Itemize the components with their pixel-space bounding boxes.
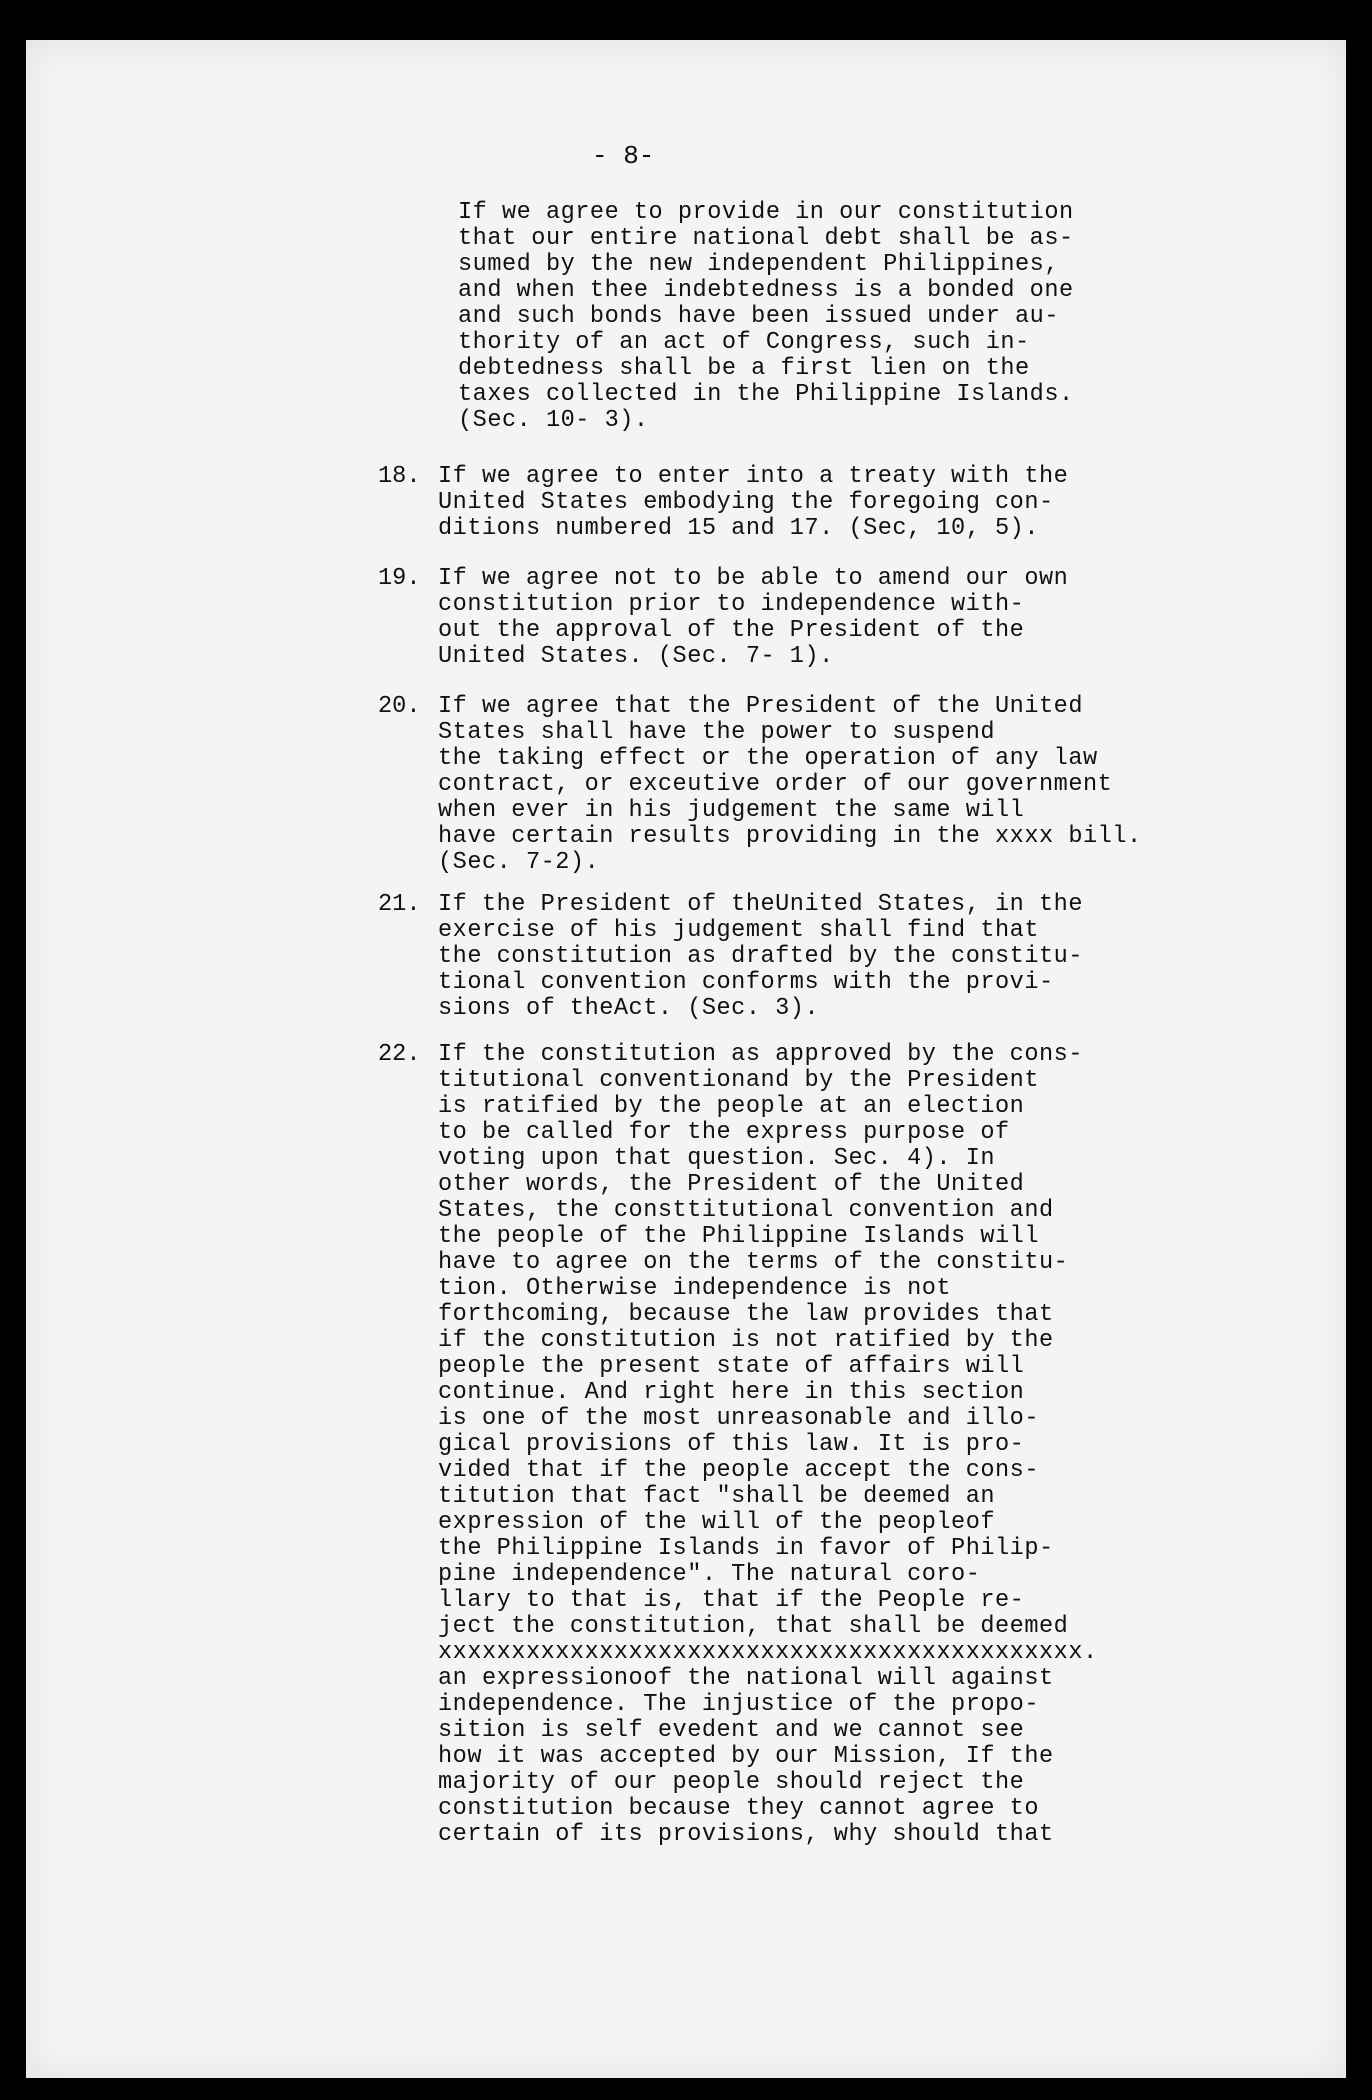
text-line: expression of the will of the peopleof xyxy=(438,1509,996,1536)
text-line: exercise of his judgement shall find that xyxy=(438,917,1040,944)
text-line: how it was accepted by our Mission, If the xyxy=(438,1743,1054,1770)
text-line: majority of our people should reject the xyxy=(438,1769,1025,1796)
document-page xyxy=(26,40,1346,2078)
item-number-22: 22. xyxy=(378,1041,421,1068)
text-line: people the present state of affairs will xyxy=(438,1353,1025,1380)
text-line: other words, the President of the United xyxy=(438,1171,1025,1198)
text-line: States shall have the power to suspend xyxy=(438,719,996,746)
text-line: taxes collected in the Philippine Islands. xyxy=(458,381,1074,408)
text-line: vided that if the people accept the cons- xyxy=(438,1457,1040,1484)
text-line: to be called for the express purpose of xyxy=(438,1119,1010,1146)
text-line: contract, or exceutive order of our government xyxy=(438,771,1113,798)
text-line: sumed by the new independent Philippines, xyxy=(458,251,1060,278)
text-line: States, the consttitutional convention and xyxy=(438,1197,1054,1224)
text-line: have certain results providing in the xxxx bill. xyxy=(438,823,1142,850)
text-line: titutional conventionand by the President xyxy=(438,1067,1040,1094)
text-line: is ratified by the people at an election xyxy=(438,1093,1025,1120)
text-line: if the constitution is not ratified by the xyxy=(438,1327,1054,1354)
text-line: have to agree on the terms of the constitu- xyxy=(438,1249,1069,1276)
item-number-18: 18. xyxy=(378,463,421,490)
text-line: If the President of theUnited States, in the xyxy=(438,891,1083,918)
text-line: constitution prior to independence with- xyxy=(438,591,1025,618)
text-line: (Sec. 7-2). xyxy=(438,849,600,876)
text-line: certain of its provisions, why should that xyxy=(438,1821,1054,1848)
text-line: gical provisions of this law. It is pro- xyxy=(438,1431,1025,1458)
text-line: titution that fact "shall be deemed an xyxy=(438,1483,996,1510)
page-number: - 8- xyxy=(592,141,655,171)
text-line: and when thee indebtedness is a bonded one xyxy=(458,277,1074,304)
text-line: If the constitution as approved by the cons- xyxy=(438,1041,1083,1068)
text-line: If we agree not to be able to amend our own xyxy=(438,565,1069,592)
item-number-21: 21. xyxy=(378,891,421,918)
text-line: thority of an act of Congress, such in- xyxy=(458,329,1030,356)
item-18-paragraph xyxy=(438,464,1068,542)
text-line: If we agree to enter into a treaty with the xyxy=(438,463,1069,490)
text-line: continue. And right here in this section xyxy=(438,1379,1025,1406)
intro-paragraph xyxy=(458,200,1074,434)
text-line: xxxxxxxxxxxxxxxxxxxxxxxxxxxxxxxxxxxxxxxxxxxx. xyxy=(438,1639,1098,1666)
text-line: pine independence". The natural coro- xyxy=(438,1561,981,1588)
text-line: when ever in his judgement the same will xyxy=(438,797,1025,824)
item-20-paragraph xyxy=(438,694,1142,876)
item-19-paragraph xyxy=(438,566,1068,670)
item-number-19: 19. xyxy=(378,565,421,592)
text-line: ditions numbered 15 and 17. (Sec, 10, 5). xyxy=(438,515,1040,542)
text-line: constitution because they cannot agree to xyxy=(438,1795,1040,1822)
text-line: out the approval of the President of the xyxy=(438,617,1025,644)
text-line: independence. The injustice of the propo- xyxy=(438,1691,1040,1718)
text-line: is one of the most unreasonable and illo- xyxy=(438,1405,1040,1432)
text-line: forthcoming, because the law provides that xyxy=(438,1301,1054,1328)
text-line: United States embodying the foregoing con- xyxy=(438,489,1054,516)
text-line: (Sec. 10- 3). xyxy=(458,407,649,434)
text-line: the constitution as drafted by the constitu- xyxy=(438,943,1083,970)
text-line: the Philippine Islands in favor of Philip- xyxy=(438,1535,1054,1562)
item-22-paragraph xyxy=(438,1042,1098,1848)
text-line: tional convention conforms with the provi- xyxy=(438,969,1054,996)
text-line: sition is self evedent and we cannot see xyxy=(438,1717,1025,1744)
item-21-paragraph xyxy=(438,892,1083,1022)
text-line: debtedness shall be a first lien on the xyxy=(458,355,1030,382)
text-line: llary to that is, that if the People re- xyxy=(438,1587,1025,1614)
text-line: voting upon that question. Sec. 4). In xyxy=(438,1145,996,1172)
text-line: ject the constitution, that shall be deemed xyxy=(438,1613,1069,1640)
item-number-20: 20. xyxy=(378,693,421,720)
text-line: and such bonds have been issued under au- xyxy=(458,303,1060,330)
text-line: that our entire national debt shall be as- xyxy=(458,225,1074,252)
text-line: the people of the Philippine Islands will xyxy=(438,1223,1040,1250)
text-line: tion. Otherwise independence is not xyxy=(438,1275,952,1302)
text-line: United States. (Sec. 7- 1). xyxy=(438,643,834,670)
text-line: the taking effect or the operation of any law xyxy=(438,745,1098,772)
text-line: an expressionoof the national will against xyxy=(438,1665,1054,1692)
text-line: If we agree that the President of the United xyxy=(438,693,1083,720)
text-line: If we agree to provide in our constitution xyxy=(458,199,1074,226)
text-line: sions of theAct. (Sec. 3). xyxy=(438,995,820,1022)
